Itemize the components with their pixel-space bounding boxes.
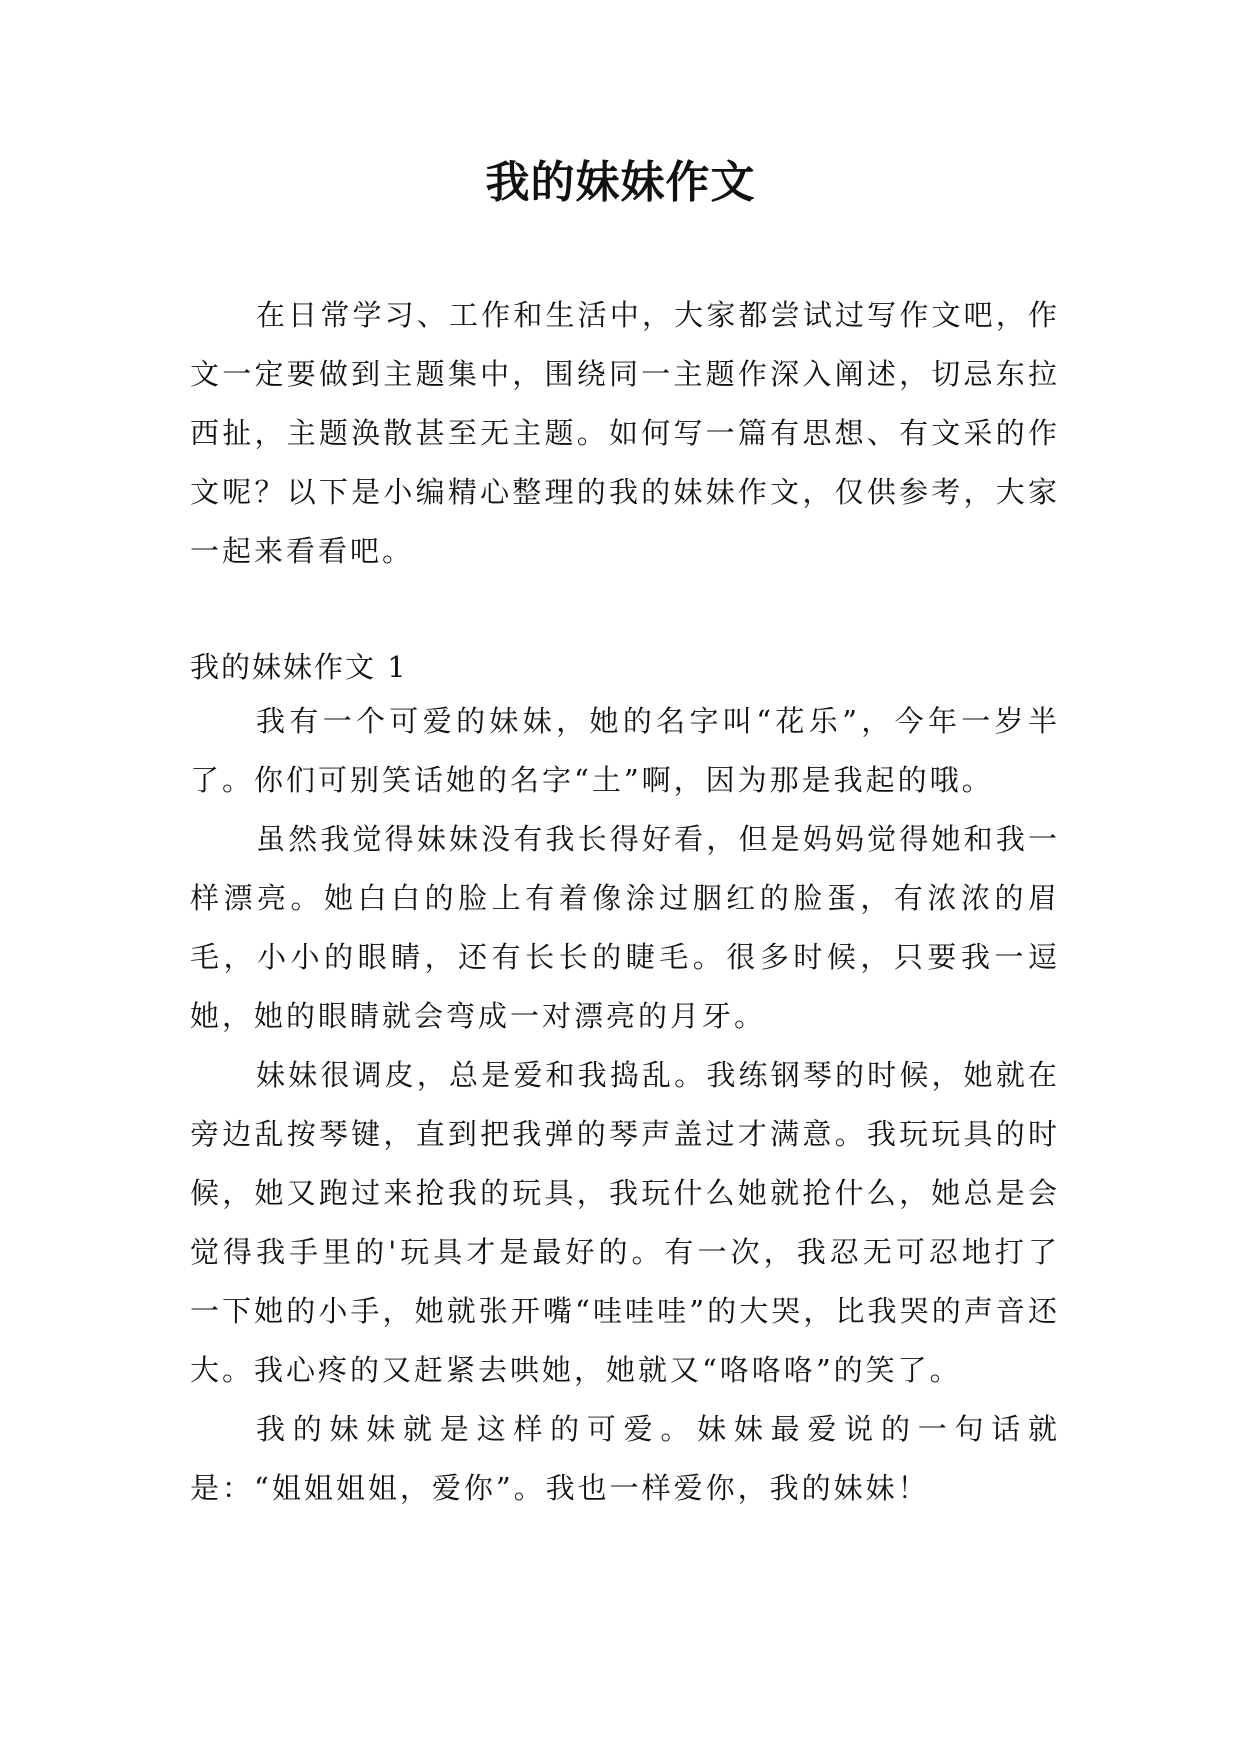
document-title: 我的妹妹作文 xyxy=(485,157,756,208)
essay-paragraph-2: 虽然我觉得妹妹没有我长得好看，但是妈妈觉得她和我一样漂亮。她白白的脸上有着像涂过胭红的脸蛋，有浓浓的眉毛，小小的眼睛，还有长长的睫毛。很多时候，只要我一逗她，她的眼睛就会弯成一对漂亮的月牙。 xyxy=(190,822,1060,1033)
intro-section xyxy=(190,286,1060,581)
essay-body xyxy=(190,692,1060,1518)
essay-paragraph-4: 我的妹妹就是这样的可爱。妹妹最爱说的一句话就是：“姐姐姐姐，爱你”。我也一样爱你，我的妹妹！ xyxy=(190,1412,1060,1505)
essay-paragraph-3: 妹妹很调皮，总是爱和我捣乱。我练钢琴的时候，她就在旁边乱按琴键，直到把我弹的琴声盖过才满意。我玩玩具的时候，她又跑过来抢我的玩具，我玩什么她就抢什么，她总是会觉得我手里的'玩具才是最好的。有一次，我忍无可忍地打了一下她的小手，她就张开嘴“哇哇哇”的大哭，比我哭的声音还大。我心疼的又赶紧去哄她，她就又“咯咯咯”的笑了。 xyxy=(190,1058,1060,1387)
intro-paragraph: 在日常学习、工作和生活中，大家都尝试过写作文吧，作文一定要做到主题集中，围绕同一主题作深入阐述，切忌东拉西扯，主题涣散甚至无主题。如何写一篇有思想、有文采的作文呢？以下是小编精心整理的我的妹妹作文，仅供参考，大家一起来看看吧。 xyxy=(190,298,1060,568)
essay-paragraph-1: 我有一个可爱的妹妹，她的名字叫“花乐”，今年一岁半了。你们可别笑话她的名字“土”啊，因为那是我起的哦。 xyxy=(190,704,1060,797)
section-heading: 我的妹妹作文 1 xyxy=(190,650,408,684)
